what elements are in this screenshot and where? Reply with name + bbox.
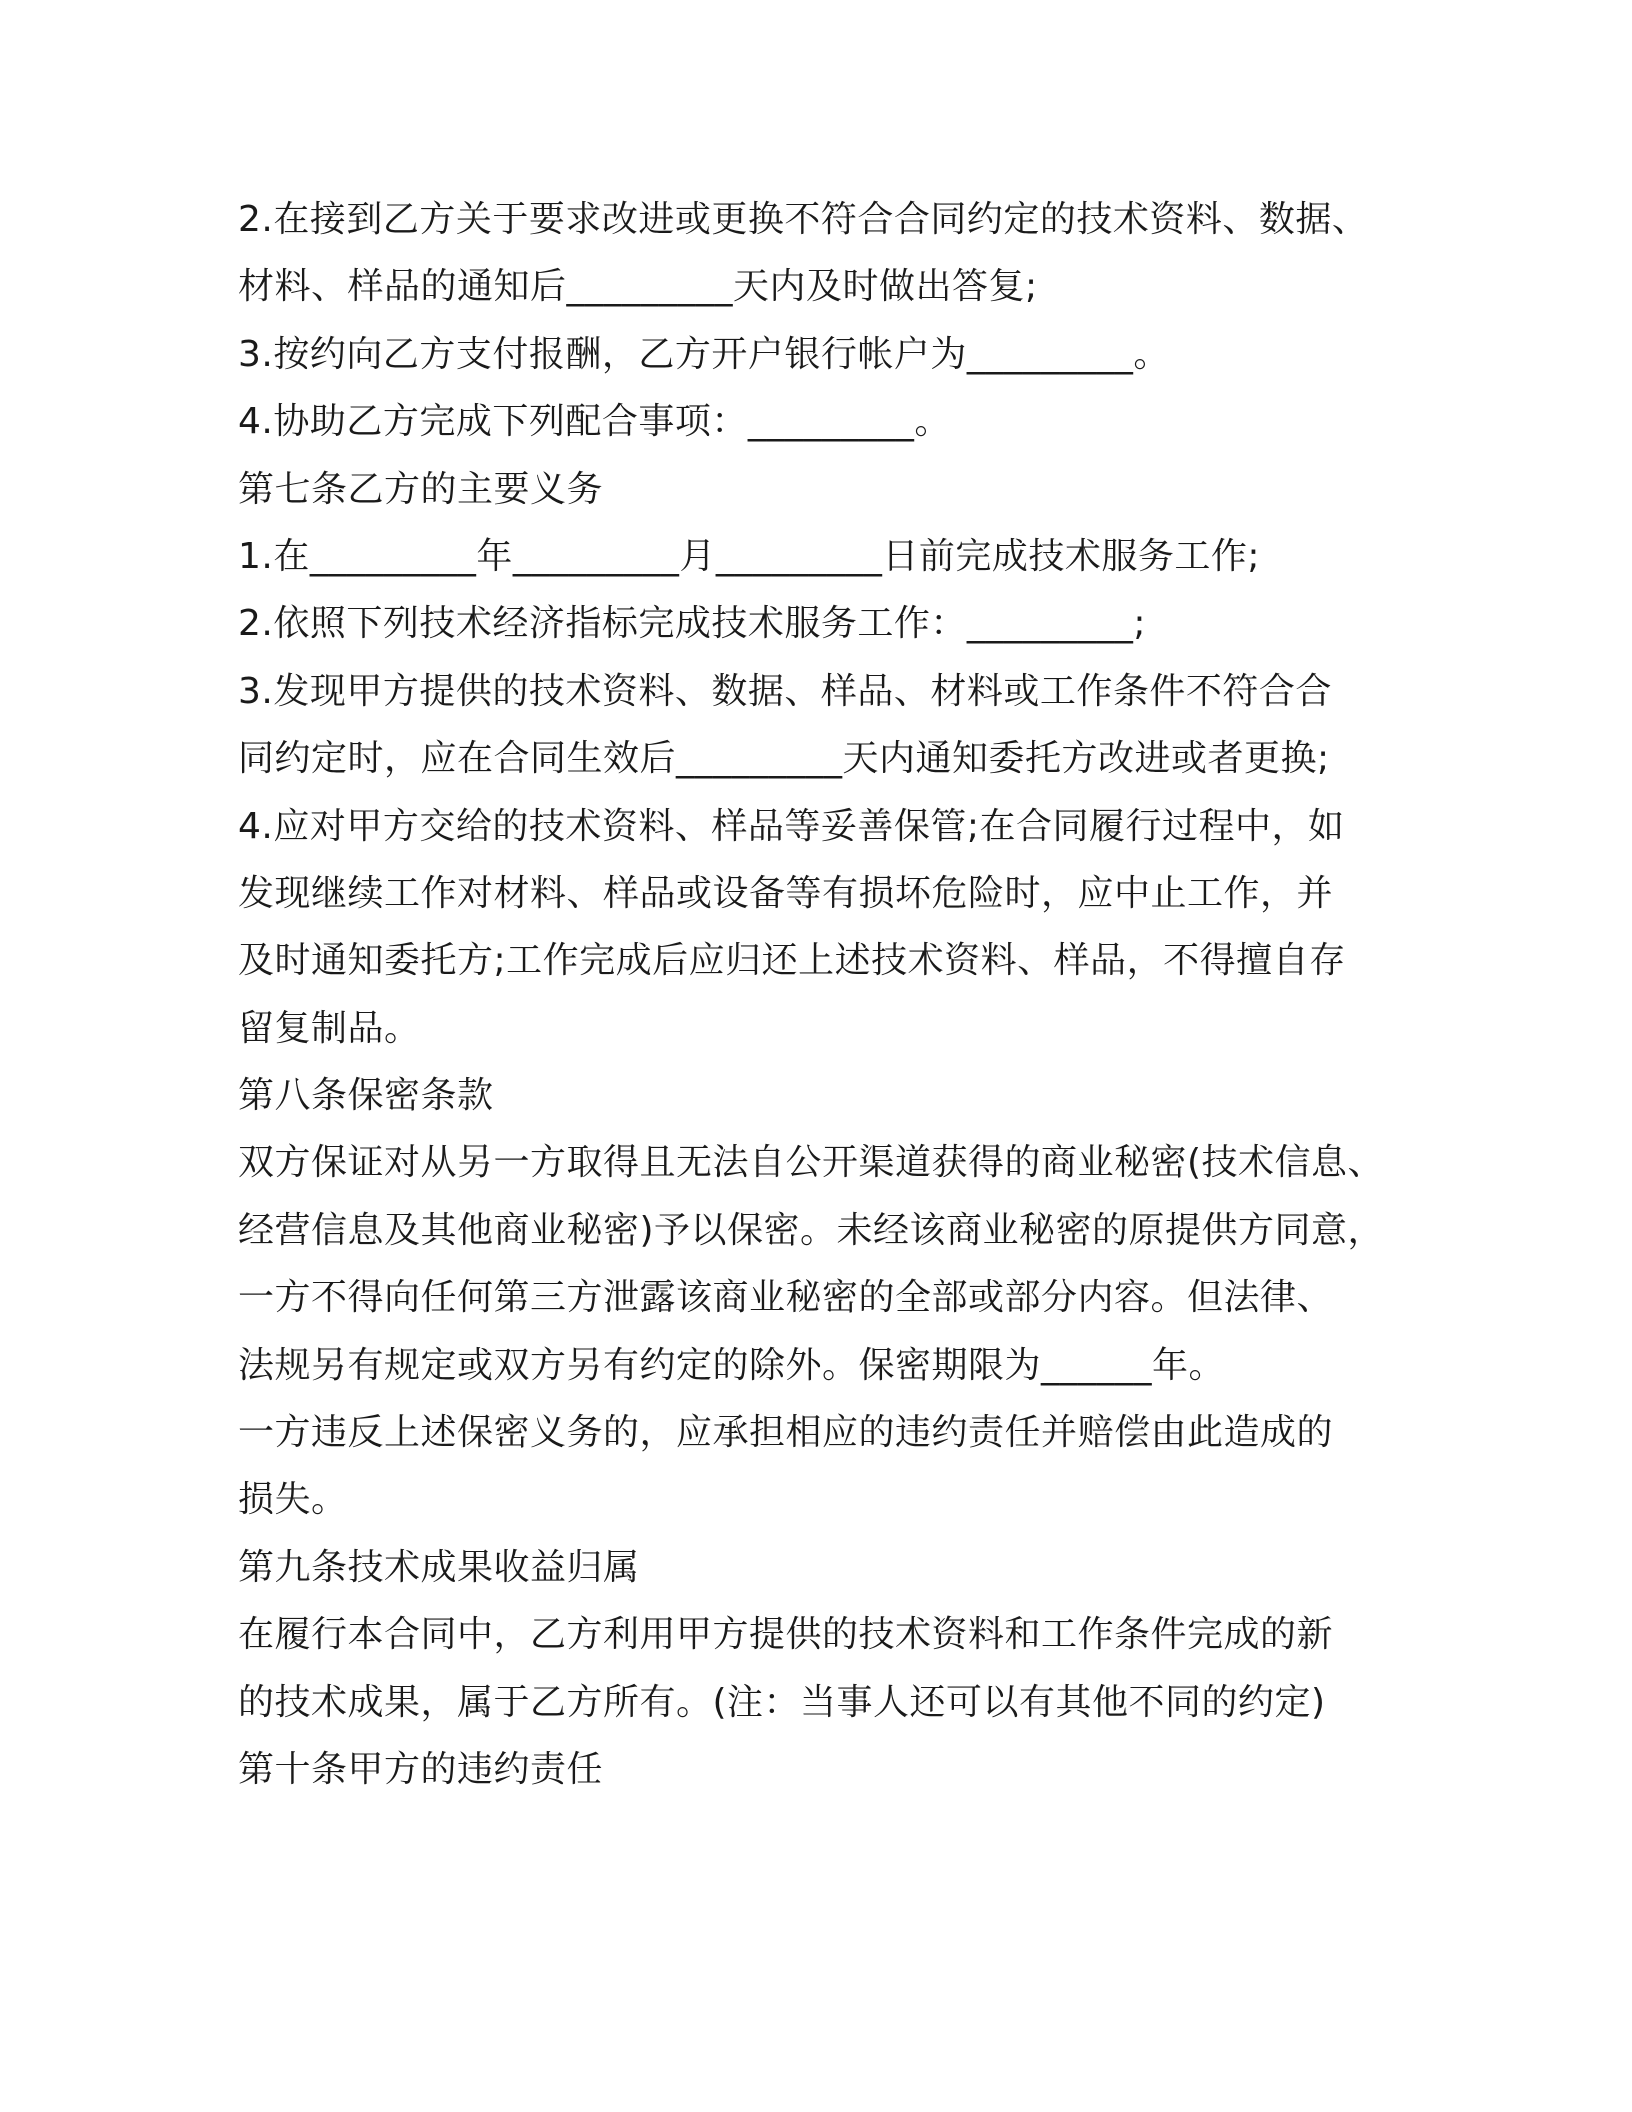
section-heading-article-9: 第九条技术成果收益归属 <box>238 1546 640 1588</box>
text-line-6: 1.在_________年_________月_________日前完成技术服务工作; <box>238 535 1260 577</box>
text-line-9: 同约定时，应在合同生效后_________天内通知委托方改进或者更换; <box>238 738 1330 780</box>
text-line-23: 的技术成果，属于乙方所有。(注：当事人还可以有其他不同的约定) <box>238 1681 1326 1723</box>
text-line-15: 双方保证对从另一方取得且无法自公开渠道获得的商业秘密(技术信息、 <box>238 1142 1385 1184</box>
text-line-7: 2.依照下列技术经济指标完成技术服务工作：_________; <box>238 603 1146 645</box>
text-line-13: 留复制品。 <box>238 1007 421 1049</box>
text-line-18: 法规另有规定或双方另有约定的除外。保密期限为______年。 <box>238 1344 1226 1386</box>
document-body <box>238 186 1418 1803</box>
section-heading-article-7: 第七条乙方的主要义务 <box>238 468 604 510</box>
text-line-2: 材料、样品的通知后_________天内及时做出答复; <box>238 266 1038 308</box>
text-line-22: 在履行本合同中，乙方利用甲方提供的技术资料和工作条件完成的新 <box>238 1614 1334 1656</box>
text-line-11: 发现继续工作对材料、样品或设备等有损坏危险时，应中止工作，并 <box>238 872 1334 914</box>
text-line-8: 3.发现甲方提供的技术资料、数据、样品、材料或工作条件不符合合 <box>238 670 1332 712</box>
text-line-3: 3.按约向乙方支付报酬，乙方开户银行帐户为_________。 <box>238 333 1170 375</box>
text-line-19: 一方违反上述保密义务的，应承担相应的违约责任并赔偿由此造成的 <box>238 1412 1334 1454</box>
text-line-4: 4.协助乙方完成下列配合事项：_________。 <box>238 401 951 443</box>
text-line-20: 损失。 <box>238 1479 348 1521</box>
text-line-17: 一方不得向任何第三方泄露该商业秘密的全部或部分内容。但法律、 <box>238 1277 1334 1319</box>
text-line-1: 2.在接到乙方关于要求改进或更换不符合合同约定的技术资料、数据、 <box>238 199 1369 240</box>
section-heading-article-10: 第十条甲方的违约责任 <box>238 1748 604 1790</box>
section-heading-article-8: 第八条保密条款 <box>238 1075 494 1117</box>
text-line-16: 经营信息及其他商业秘密)予以保密。未经该商业秘密的原提供方同意， <box>238 1209 1385 1251</box>
text-line-12: 及时通知委托方;工作完成后应归还上述技术资料、样品，不得擅自存 <box>238 940 1346 982</box>
text-line-10: 4.应对甲方交给的技术资料、样品等妥善保管;在合同履行过程中，如 <box>238 805 1345 847</box>
